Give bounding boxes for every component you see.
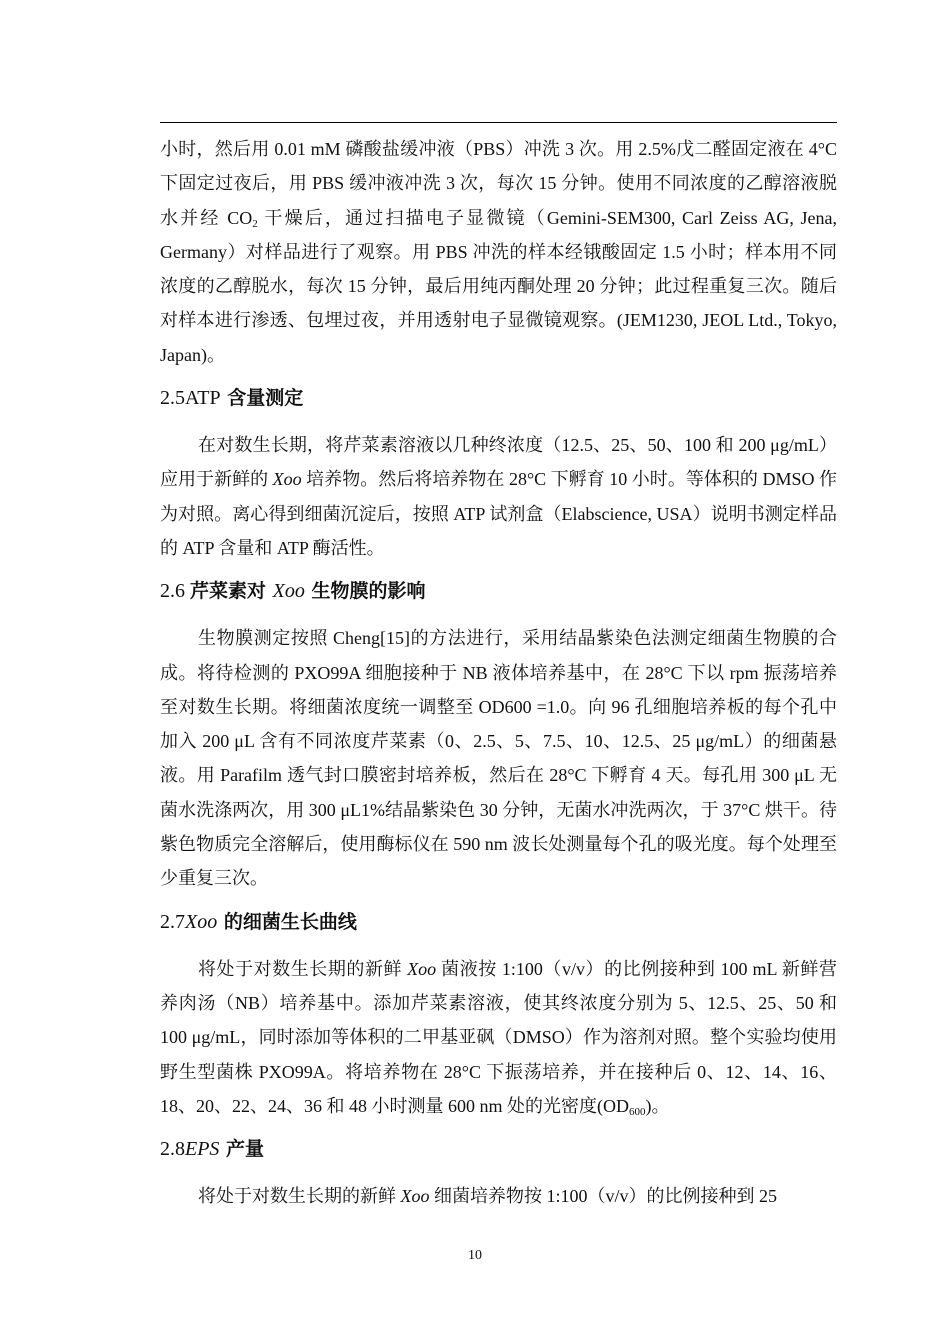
- section-heading-2-6: [160, 565, 837, 615]
- paragraph-growth-curve: [160, 952, 837, 1123]
- text-run: 在对数生长期，将芹菜素溶液以几种终浓度（12.5、25、50、100 和 200 μg/mL）应用于新鲜的: [160, 435, 837, 490]
- paragraph-biofilm: 生物膜测定按照 Cheng[15]的方法进行，采用结晶紫染色法测定细菌生物膜的合成。将待检测的 PXO99A 细胞接种于 NB 液体培养基中，在 28°C 下以 rpm 振荡培养至对数生长期。将细菌浓度统一调整至 OD600 =1.0。向 96 孔细胞培养板的每个孔中加入 200 μL 含有不同浓度芹菜素（0、2.5、5、7.5、10、12.5、25 μg/mL）的细菌悬液。用 Parafilm 透气封口膜密封培养板，然后在 28°C 下孵育 4 天。每孔用 300 μL 无菌水洗涤两次，用 300 μL1%结晶紫染色 30 分钟，无菌水冲洗两次，于 37°C 烘干。待紫色物质完全溶解后，使用酶标仪在 590 nm 波长处测量每个孔的吸光度。每个处理至少重复三次。: [160, 628, 837, 889]
- section-heading-2-7: [160, 896, 837, 946]
- paragraph-eps: [160, 1179, 837, 1213]
- subscript: 600: [629, 1105, 646, 1118]
- heading-text: 生物膜的影响: [304, 580, 426, 603]
- heading-number: 2.8: [160, 1138, 185, 1161]
- co2-formula: [227, 208, 258, 228]
- header-rule: [160, 122, 837, 123]
- heading-number: 2.7: [160, 910, 185, 933]
- subscript: 2: [252, 217, 258, 230]
- heading-text: 的细菌生长曲线: [217, 910, 357, 933]
- text-run: 细菌培养物按 1:100（v/v）的比例接种到 25: [429, 1186, 778, 1207]
- heading-text: 含量测定: [220, 387, 304, 410]
- species-name: Xoo: [400, 1186, 430, 1207]
- text-run: 将处于对数生长期的新鲜: [198, 958, 408, 979]
- heading-number: 2.5ATP: [160, 387, 221, 410]
- paragraph-sem-tem: [160, 132, 837, 372]
- heading-species: Xoo: [185, 910, 218, 933]
- section-heading-2-8: [160, 1123, 837, 1173]
- text-run: 干燥后，通过扫描电子显微镜（Gemini-SEM300, Carl Zeiss AG, Jena, Germany）对样品进行了观察。用 PBS 冲洗的样本经锇酸固定 1.5 小时；样本用不同浓度的乙醇脱水，每次 15 分钟，最后用纯丙酮处理 20 分钟；此过程重复三次。随后对样本进行渗透、包埋过夜，并用透射电子显微镜观察。(JEM1230, JEOL Ltd., Tokyo, Japan)。: [160, 207, 838, 365]
- page-number: 10: [468, 1248, 482, 1263]
- species-name: Xoo: [407, 958, 437, 979]
- text-run: 菌液按 1:100（v/v）的比例接种到 100 mL 新鲜营养肉汤（NB）培养基中。添加芹菜素溶液，使其终浓度分别为 5、12.5、25、50 和 100 μg/mL，同时添加等体积的二甲基亚砜（DMSO）作为溶剂对照。整个实验均使用野生型菌株 PXO99A。将培养物在 28°C 下振荡培养，并在接种后 0、12、14、16、18、20、22、24、36 和 48 小时测量 600 nm 处的光密度(OD: [160, 958, 837, 1116]
- species-name: Xoo: [272, 469, 302, 490]
- section-heading-2-5: [160, 372, 837, 422]
- heading-text: 产量: [219, 1138, 265, 1161]
- heading-abbrev: EPS: [185, 1138, 220, 1161]
- text-run: 小时，然后用 0.01 mM 磷酸盐缓冲液（PBS）冲洗 3 次。用 2.5%戊二醛固定液在 4°C 下固定过夜后，用 PBS 缓冲液冲洗 3 次，每次 15 分钟。使用不同浓度的乙醇溶液脱水并经: [160, 139, 837, 228]
- heading-number: 2.6: [160, 580, 190, 603]
- text-run: CO: [227, 207, 253, 228]
- page-body: [160, 132, 837, 1213]
- text-run: 将处于对数生长期的新鲜: [198, 1186, 401, 1207]
- heading-species: Xoo: [272, 580, 305, 603]
- text-run: )。: [645, 1095, 670, 1116]
- heading-text: 芹菜素对: [190, 580, 273, 603]
- paragraph-atp: [160, 428, 837, 565]
- text-run: 培养物。然后将培养物在 28°C 下孵育 10 小时。等体积的 DMSO 作为对照。离心得到细菌沉淀后，按照 ATP 试剂盒（Elabscience, USA）说明书测定样品的 ATP 含量和 ATP 酶活性。: [160, 469, 837, 558]
